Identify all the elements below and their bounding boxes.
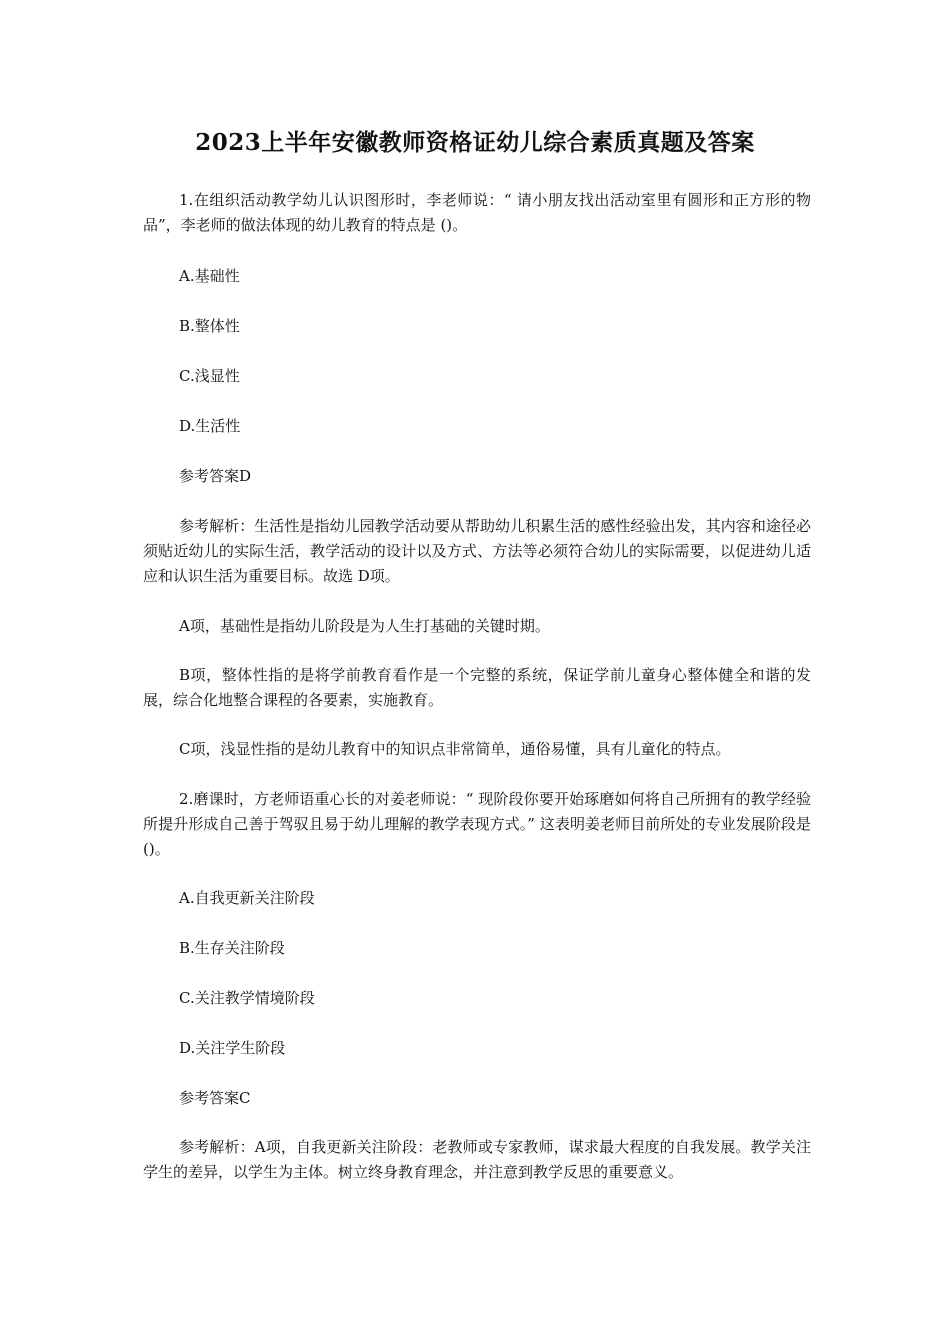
question-1-explanation: 参考解析：生活性是指幼儿园教学活动要从帮助幼儿积累生活的感性经验出发，其内容和途径必须贴近幼儿的实际生活，教学活动的设计以及方式、方法等必须符合幼儿的实际需要，以促进幼儿适应和认识生活为重要目标。故选 D项。 xyxy=(143,517,811,585)
question-2-explanation: 参考解析：A项，自我更新关注阶段：老教师或专家教师，谋求最大程度的自我发展。教学关注学生的差异，以学生为主体。树立终身教育理念，并注意到教学反思的重要意义。 xyxy=(143,1138,811,1181)
question-1-option-a: A.基础性 xyxy=(179,267,240,285)
question-2-option-c: C.关注教学情境阶段 xyxy=(179,989,315,1007)
question-2-stem: 2.磨课时，方老师语重心长的对姜老师说：“ 现阶段你要开始琢磨如何将自己所拥有的教学经验所提升形成自己善于驾驭且易于幼儿理解的教学表现方式。” 这表明姜老师目前所处的专业发展阶段是()。 xyxy=(143,790,811,858)
document-title: 2023上半年安徽教师资格证幼儿综合素质真题及答案 xyxy=(195,129,755,156)
question-1-option-c: C.浅显性 xyxy=(179,367,240,385)
question-2-option-d: D.关注学生阶段 xyxy=(179,1039,286,1057)
question-1-note-b: B项，整体性指的是将学前教育看作是一个完整的系统，保证学前儿童身心整体健全和谐的发展，综合化地整合课程的各要素，实施教育。 xyxy=(143,666,811,709)
question-1-stem: 1.在组织活动教学幼儿认识图形时，李老师说：“ 请小朋友找出活动室里有圆形和正方形的物品”，李老师的做法体现的幼儿教育的特点是 ()。 xyxy=(143,191,811,234)
question-1-answer: 参考答案D xyxy=(179,467,252,485)
question-1-option-b: B.整体性 xyxy=(179,317,240,335)
question-2-option-b: B.生存关注阶段 xyxy=(179,939,285,957)
question-1-note-c: C项，浅显性指的是幼儿教育中的知识点非常简单，通俗易懂，具有儿童化的特点。 xyxy=(179,740,731,758)
question-2-option-a: A.自我更新关注阶段 xyxy=(179,889,315,907)
question-1-option-d: D.生活性 xyxy=(179,417,241,435)
question-1-note-a: A项，基础性是指幼儿阶段是为人生打基础的关键时期。 xyxy=(179,617,550,635)
question-2-answer: 参考答案C xyxy=(179,1089,251,1107)
